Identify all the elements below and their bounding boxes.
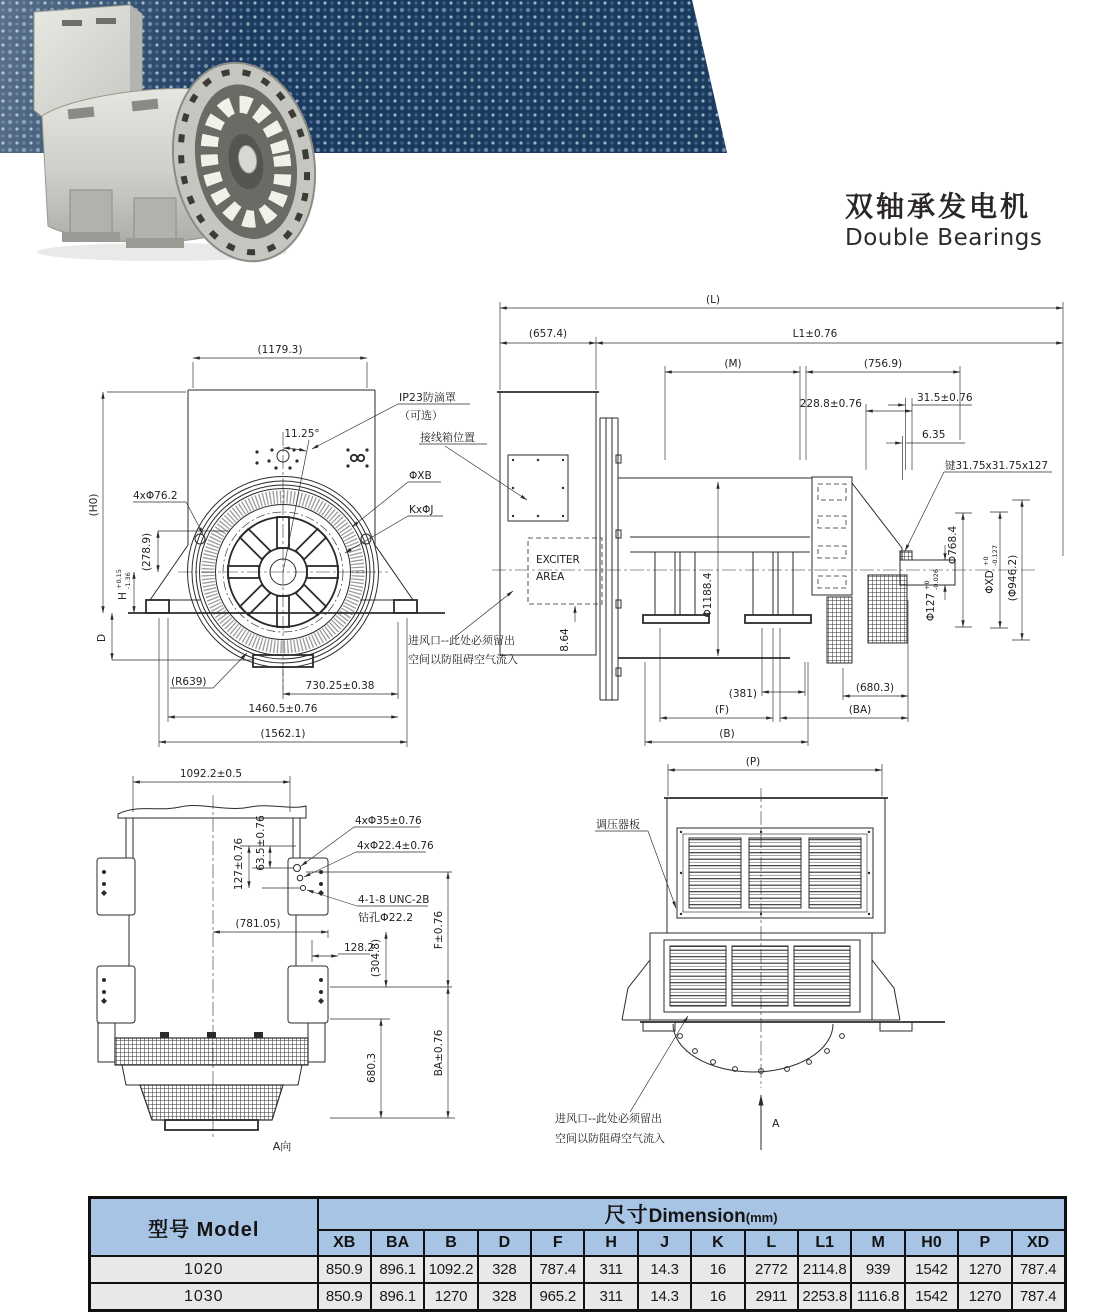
dim-h-tol: [115, 569, 132, 600]
dim-label: (Φ946.2): [1007, 554, 1019, 602]
model-header: 型号 Model: [90, 1198, 318, 1257]
exciter-label-2: AREA: [536, 571, 565, 583]
col-h0: H0: [905, 1230, 958, 1256]
dim-label: (H0): [88, 493, 100, 517]
title-block: [845, 192, 1042, 251]
svg-text:+0: +0: [982, 556, 990, 566]
dim-label: (304.8): [370, 938, 382, 978]
col-f: F: [531, 1230, 584, 1256]
bottom-left-view: [97, 768, 455, 1153]
svg-text:H: H: [117, 592, 129, 600]
cell: 1270: [958, 1256, 1011, 1283]
dim-label: BA±0.76: [433, 1029, 445, 1077]
dim-label: D: [96, 633, 108, 643]
svg-text:Φ127: Φ127: [925, 592, 937, 622]
key-label: 键31.75x31.75x127: [945, 460, 1049, 472]
cell: 311: [584, 1283, 637, 1311]
technical-drawings: [0, 285, 1095, 1190]
cell: 311: [584, 1256, 637, 1283]
dim-label: 680.3: [366, 1052, 378, 1084]
dim-label: 228.8±0.76: [799, 398, 862, 410]
cell: 1542: [905, 1283, 958, 1311]
air-inlet-note-2: 空间以防阻碍空气流入: [555, 1132, 665, 1145]
cell: 1092.2: [424, 1256, 477, 1283]
cell: 16: [691, 1283, 744, 1311]
svg-text:+0: +0: [923, 580, 931, 590]
callout-kxj: KxΦJ: [409, 504, 434, 516]
svg-text:+0.15: +0.15: [115, 569, 123, 589]
dimension-table: [88, 1196, 1067, 1312]
exciter-label: EXCITER: [536, 554, 580, 566]
callout-ip23-2: （可选）: [399, 409, 443, 422]
front-view: [88, 344, 445, 747]
callout-air-inlet: 进风口--此处必须留出: [408, 634, 515, 647]
cell: 1542: [905, 1256, 958, 1283]
dim-label: (B): [719, 728, 735, 740]
svg-text:-0.127: -0.127: [991, 545, 999, 566]
dim-label: (L): [705, 294, 721, 306]
col-ba: BA: [371, 1230, 424, 1256]
col-xb: XB: [318, 1230, 371, 1256]
callout-air-inlet-2: 空间以防阻碍空气流入: [408, 653, 518, 666]
dim-label: L1±0.76: [792, 328, 838, 340]
table-row-1030: [90, 1283, 1066, 1311]
dim-label: (BA): [848, 704, 872, 716]
dim-label: (657.4): [528, 328, 568, 340]
cell: 1116.8: [851, 1283, 904, 1311]
dim-label: 8.64: [559, 628, 571, 652]
dimension-header: 尺寸Dimension(mm): [318, 1198, 1066, 1231]
dimension-table-wrap: [88, 1196, 1067, 1312]
dim-label: 1460.5±0.76: [248, 703, 318, 715]
dim-label: (756.9): [863, 358, 903, 370]
side-view: [492, 294, 1063, 746]
model-1020: 1020: [90, 1256, 318, 1283]
callout-phi-xb: ΦXB: [409, 470, 432, 482]
cell: 2114.8: [798, 1256, 851, 1283]
dim-label: (278.9): [141, 532, 153, 572]
dim-label: (M): [724, 358, 742, 370]
dim-label: 128.2: [344, 942, 375, 954]
cell: 939: [851, 1256, 904, 1283]
cell: 965.2: [531, 1283, 584, 1311]
page-title-zh: 双轴承发电机: [845, 190, 1032, 223]
cell: 896.1: [371, 1283, 424, 1311]
cell: 850.9: [318, 1256, 371, 1283]
page-title-en: Double Bearings: [845, 224, 1043, 251]
callout-ip23: IP23防滴罩: [399, 391, 456, 404]
col-h: H: [584, 1230, 637, 1256]
dim-label: 6.35: [922, 429, 946, 441]
dim-label: 4xΦ22.4±0.76: [357, 840, 434, 852]
dim-label: 4-1-8 UNC-2B: [358, 894, 430, 906]
cell: 787.4: [531, 1256, 584, 1283]
dim-label: 63.5±0.76: [255, 815, 267, 871]
cell: 2253.8: [798, 1283, 851, 1311]
col-k: K: [691, 1230, 744, 1256]
cell: 1270: [958, 1283, 1011, 1311]
dim-label: (381): [728, 688, 757, 700]
dim-label: 127±0.76: [233, 837, 245, 891]
dim-label: (1179.3): [257, 344, 303, 356]
air-inlet-note: 进风口--此处必须留出: [555, 1112, 662, 1125]
dim-label: Φ768.4: [947, 525, 959, 565]
cell: 328: [478, 1256, 531, 1283]
model-1030: 1030: [90, 1283, 318, 1311]
col-p: P: [958, 1230, 1011, 1256]
col-xd: XD: [1012, 1230, 1066, 1256]
cell: 16: [691, 1256, 744, 1283]
dim-label: (P): [745, 756, 761, 768]
dim-127: [923, 569, 940, 621]
pad-marks: [101, 870, 324, 1004]
dim-label: 31.5±0.76: [917, 392, 973, 404]
col-j: J: [638, 1230, 691, 1256]
dim-label: Φ1188.4: [702, 572, 714, 618]
cell: 850.9: [318, 1283, 371, 1311]
cell: 2911: [745, 1283, 798, 1311]
dim-label: 4xΦ35±0.76: [355, 815, 422, 827]
cell: 1270: [424, 1283, 477, 1311]
dim-label: (F): [714, 704, 730, 716]
cell: 14.3: [638, 1256, 691, 1283]
dim-label: 730.25±0.38: [305, 680, 375, 692]
cell: 328: [478, 1283, 531, 1311]
svg-text:-1.36: -1.36: [124, 572, 132, 589]
dim-label: (781.05): [235, 918, 281, 930]
dim-label: (680.3): [855, 682, 895, 694]
dim-label: 1092.2±0.5: [179, 768, 243, 780]
bottom-right-view: [555, 756, 945, 1150]
svg-text:ΦXD: ΦXD: [984, 570, 996, 594]
callout-terminal-box: 接线箱位置: [420, 431, 475, 444]
dim-label: 4xΦ76.2: [133, 490, 178, 502]
cell: 2772: [745, 1256, 798, 1283]
cell: 14.3: [638, 1283, 691, 1311]
dim-label: (R639): [171, 676, 207, 688]
col-d: D: [478, 1230, 531, 1256]
cell: 787.4: [1012, 1283, 1066, 1311]
cell: 896.1: [371, 1256, 424, 1283]
svg-text:-0.026: -0.026: [932, 569, 940, 590]
view-label: A向: [272, 1140, 292, 1153]
dim-xd: [982, 545, 999, 594]
col-m: M: [851, 1230, 904, 1256]
callout-labels: [312, 391, 527, 666]
table-row-1020: [90, 1256, 1066, 1283]
col-l: L: [745, 1230, 798, 1256]
dim-label: 钻孔Φ22.2: [358, 911, 414, 924]
dim-label: 11.25°: [284, 428, 320, 440]
col-l1: L1: [798, 1230, 851, 1256]
dim-label: F±0.76: [433, 910, 445, 950]
generator-photo: [12, 0, 322, 270]
col-b: B: [424, 1230, 477, 1256]
regulator-label: 调压器板: [596, 818, 640, 831]
arrow-label: A: [772, 1117, 780, 1130]
dim-label: (1562.1): [260, 728, 306, 740]
cell: 787.4: [1012, 1256, 1066, 1283]
